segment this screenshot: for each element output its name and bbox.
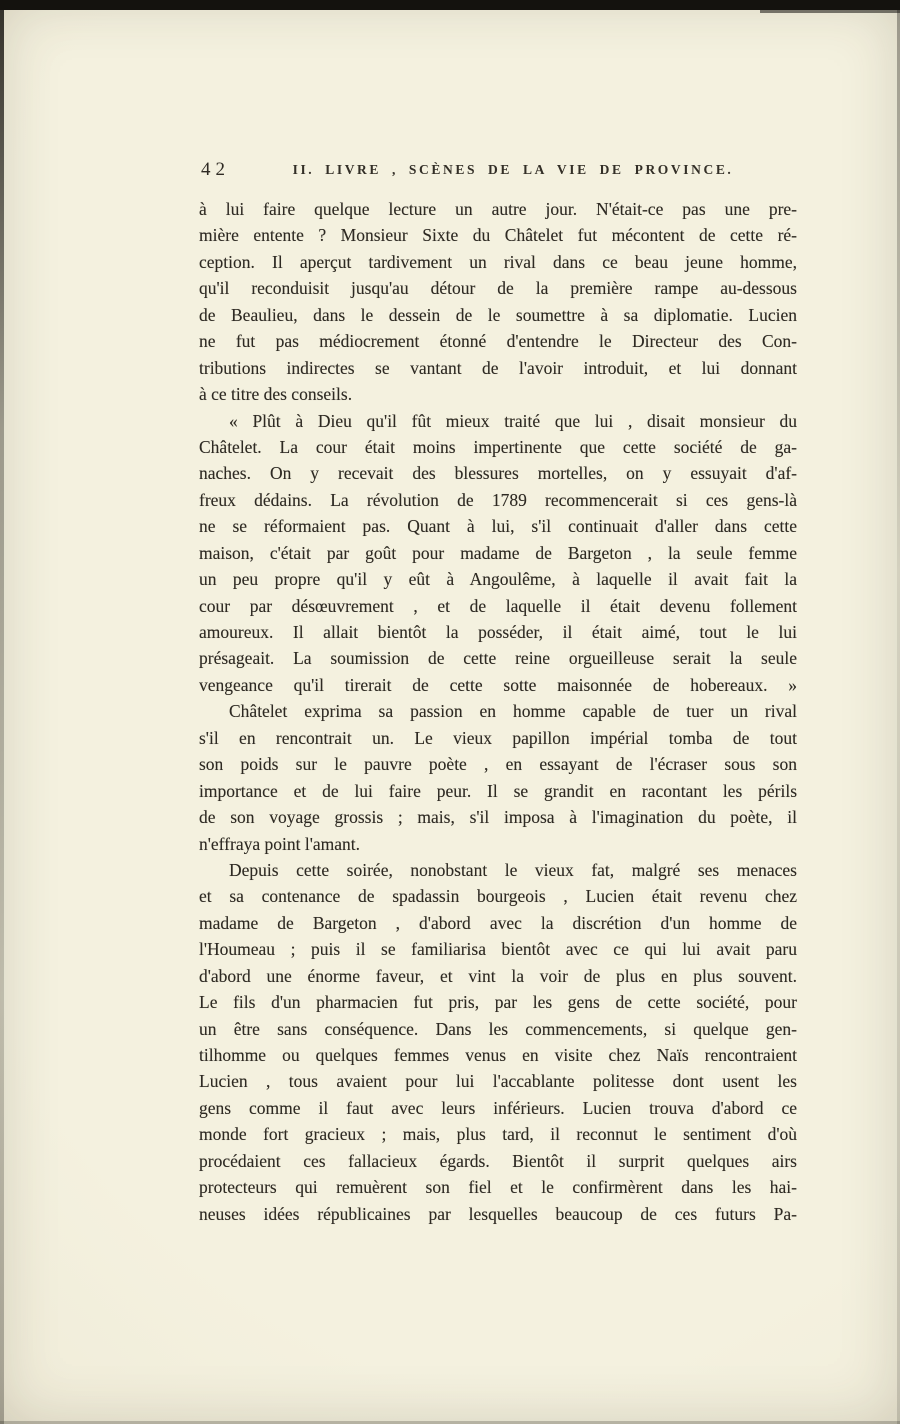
text-line: de Beaulieu, dans le dessein de le soumettre à sa diplomatie. Lucien	[199, 304, 797, 325]
text-line: ne se réformaient pas. Quant à lui, s'il continuait d'aller dans cette	[199, 516, 797, 537]
text-line: Depuis cette soirée, nonobstant le vieux fat, malgré ses menaces	[229, 859, 797, 880]
scan-edge-left	[0, 0, 4, 1424]
text-line: et sa contenance de spadassin bourgeois , Lucien était revenu chez	[199, 886, 797, 907]
text-line: vengeance qu'il tirerait de cette sotte maisonnée de hobereaux. »	[199, 674, 797, 695]
text-line: Châtelet exprima sa passion en homme capable de tuer un rival	[229, 701, 797, 722]
text-line: présageait. La soumission de cette reine orgueilleuse serait la seule	[199, 648, 797, 669]
text-line: freux dédains. La révolution de 1789 recommencerait si ces gens-là	[199, 489, 797, 510]
text-line: de son voyage grossis ; mais, s'il imposa à l'imagination du poète, il	[199, 807, 797, 828]
text-line: amoureux. Il allait bientôt la posséder, il était aimé, tout le lui	[199, 622, 797, 642]
text-line: maison, c'était par goût pour madame de Bargeton , la seule femme	[199, 542, 797, 563]
scan-edge-top	[0, 0, 900, 10]
page-number: 42	[201, 159, 230, 180]
text-line: d'abord une énorme faveur, et vint la voir de plus en plus souvent.	[199, 965, 797, 986]
text-line: madame de Bargeton , d'abord avec la discrétion d'un homme de	[199, 912, 797, 933]
text-line: qu'il reconduisit jusqu'au détour de la première rampe au-dessous	[199, 278, 797, 299]
text-line: procédaient ces fallacieux égards. Bientôt il surprit quelques airs	[199, 1150, 797, 1171]
text-line: mière entente ? Monsieur Sixte du Châtelet fut mécontent de cette ré-	[199, 225, 797, 246]
text-line: cour par désœuvrement , et de laquelle il était devenu follement	[199, 595, 797, 616]
text-line: son poids sur le pauvre poète , en essayant de l'écraser sous son	[199, 754, 797, 775]
text-line: tributions indirectes se vantant de l'avoir introduit, et lui donnant	[199, 357, 797, 378]
text-line: ception. Il aperçut tardivement un rival dans ce beau jeune homme,	[199, 251, 797, 272]
text-line: à lui faire quelque lecture un autre jour. N'était-ce pas une pre-	[199, 199, 797, 219]
text-line: un être sans conséquence. Dans les commencements, si quelque gen-	[199, 1018, 797, 1039]
text-line: Le fils d'un pharmacien fut pris, par les gens de cette société, pour	[199, 992, 797, 1013]
text-line: neuses idées républicaines par lesquelles beaucoup de ces futurs Pa-	[199, 1203, 797, 1224]
text-block	[199, 196, 797, 1227]
text-line: Châtelet. La cour était moins impertinente que cette société de ga-	[199, 436, 797, 457]
text-line: « Plût à Dieu qu'il fût mieux traité que lui , disait monsieur du	[229, 410, 797, 431]
page-header	[199, 156, 797, 184]
page-content	[199, 156, 797, 1227]
text-line: l'Houmeau ; puis il se familiarisa bientôt avec ce qui lui avait paru	[199, 939, 797, 960]
text-line: protecteurs qui remuèrent son fiel et le confirmèrent dans les hai-	[199, 1177, 797, 1198]
text-line: importance et de lui faire peur. Il se grandit en racontant les périls	[199, 780, 797, 801]
text-line: à ce titre des conseils.	[199, 384, 353, 405]
text-line: un peu propre qu'il y eût à Angoulême, à laquelle il avait fait la	[199, 569, 797, 590]
text-line: gens comme il faut avec leurs inférieurs. Lucien trouva d'abord ce	[199, 1097, 797, 1118]
running-title: II. LIVRE , SCÈNES DE LA VIE DE PROVINCE.	[292, 162, 734, 177]
text-line: monde fort gracieux ; mais, plus tard, il reconnut le sentiment d'où	[199, 1124, 797, 1145]
text-line: s'il en rencontrait un. Le vieux papillon impérial tomba de tout	[199, 727, 797, 748]
text-line: n'effraya point l'amant.	[199, 833, 360, 854]
text-line: Lucien , tous avaient pour lui l'accablante politesse dont usent les	[199, 1071, 797, 1092]
text-line: tilhomme ou quelques femmes venus en visite chez Naïs rencontraient	[199, 1045, 797, 1065]
text-line: naches. On y recevait des blessures mortelles, on y essuyait d'af-	[199, 463, 797, 484]
text-line: ne fut pas médiocrement étonné d'entendre le Directeur des Con-	[199, 331, 797, 352]
